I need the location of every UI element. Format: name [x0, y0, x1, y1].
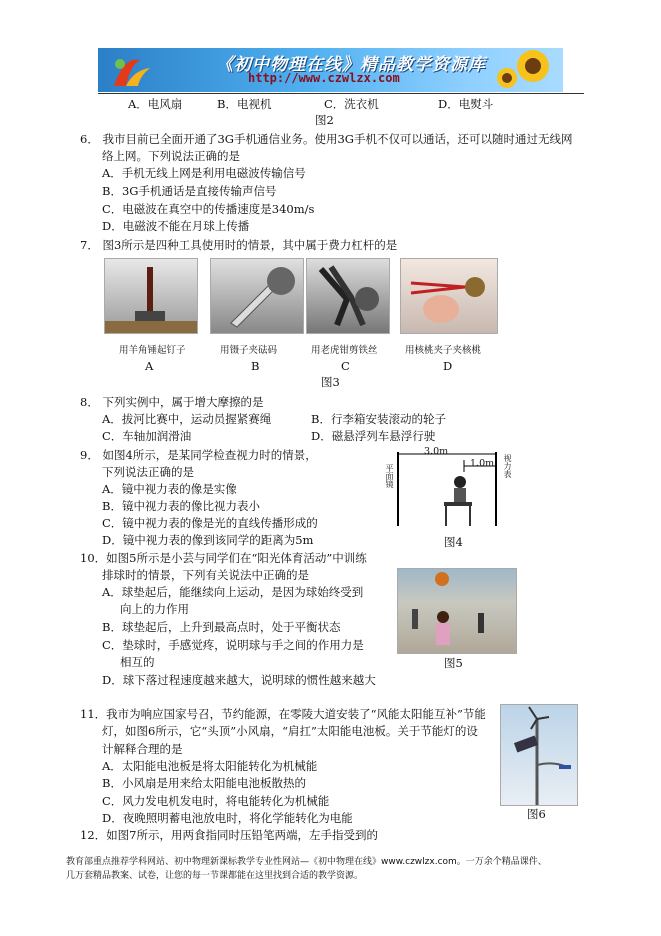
q11-option-c: C．风力发电机发电时，将电能转化为机械能 [102, 794, 330, 808]
q11-line2: 灯，如图6所示，它“头顶”小风扇，“肩扛”太阳能电池板。关于节能灯的设 [102, 724, 478, 738]
header-divider [98, 93, 584, 94]
q10-option-b: B．球垫起后，上升到最高点时，处于平衡状态 [102, 620, 341, 634]
q11-line3: 计解释合理的是 [102, 742, 183, 756]
q10-option-a-line2: 向上的力作用 [120, 602, 189, 616]
q11-option-d: D．夜晚照明蓄电池放电时，将化学能转化为电能 [102, 811, 353, 825]
photo-tweezers [210, 258, 304, 334]
q9-line1: 9． 如图4所示，是某同学检查视力时的情景， [80, 448, 317, 462]
volleyball-icon [398, 569, 516, 653]
q11-option-b: B．小风扇是用来给太阳能电池板散热的 [102, 776, 306, 790]
q7-line1: 7． 图3所示是四种工具使用时的情景，其中属于费力杠杆的是 [80, 238, 398, 252]
caption-b: 用镊子夹砝码 [220, 345, 278, 356]
q8-option-a: A．拔河比赛中，运动员握紧赛绳 [102, 412, 272, 426]
q8-option-d: D．磁悬浮列车悬浮行驶 [311, 429, 436, 443]
q8-option-c: C．车轴加润滑油 [102, 429, 192, 443]
q6-option-c: C．电磁波在真空中的传播速度是340m/s [102, 202, 315, 216]
header-banner [98, 48, 563, 92]
option-d: D．电熨斗 [438, 97, 494, 111]
distance-3m: 3.0m [424, 446, 449, 457]
hammer-icon [105, 259, 197, 333]
sunflower-icon [493, 48, 563, 92]
q9-option-c: C．镜中视力表的像是光的直线传播形成的 [102, 516, 318, 530]
mirror-label: 平面镜 [385, 464, 394, 488]
label-a: A [145, 359, 154, 373]
q9-option-b: B．镜中视力表的像比视力表小 [102, 499, 260, 513]
q9-option-a: A．镜中视力表的像是实像 [102, 482, 237, 496]
label-c: C [341, 359, 350, 373]
label-d: D [443, 359, 453, 373]
q6-line1: 6． 我市目前已全面开通了3G手机通信业务。使用3G手机不仅可以通话，还可以随时通过无线网 [80, 132, 573, 146]
logo-icon [104, 52, 154, 90]
q11-line1: 11．我市为响应国家号召，节约能源，在零陵大道安装了“风能太阳能互补”节能 [80, 707, 486, 721]
q9-line2: 下列说法正确的是 [102, 465, 194, 479]
caption-c: 用老虎钳剪铁丝 [311, 345, 378, 356]
q6-option-d: D．电磁波不能在月球上传播 [102, 219, 250, 233]
q8-line1: 8． 下列实例中，属于增大摩擦的是 [80, 395, 264, 409]
q10-option-c-line2: 相互的 [120, 655, 155, 669]
caption-a: 用羊角锤起钉子 [119, 345, 186, 356]
option-b: B．电视机 [217, 97, 272, 111]
figure-2-caption: 图2 [315, 113, 334, 127]
caption-d: 用核桃夹子夹核桃 [405, 345, 482, 356]
footer-line2: 几万套精品教案、试卷，让您的每一节课都能在这里找到合适的教学资源。 [66, 871, 364, 881]
figure-4-diagram [384, 446, 528, 532]
option-c: C．洗衣机 [324, 97, 379, 111]
tweezers-icon [211, 259, 303, 333]
q6-option-b: B．3G手机通话是直接传输声信号 [102, 184, 277, 198]
figure-4-caption: 图4 [444, 535, 463, 549]
q10-line1: 10．如图5所示是小芸与同学们在“阳光体育活动”中训练 [80, 551, 367, 565]
q12-line1: 12．如图7所示，用两食指同时压铅笔两端，左手指受到的 [80, 828, 378, 842]
photo-street-lamp [500, 704, 578, 806]
q6-line2: 络上网。下列说法正确的是 [102, 149, 240, 163]
photo-nutcracker [400, 258, 498, 334]
header-url[interactable]: http://www.czwlzx.com [248, 71, 400, 85]
photo-volleyball [397, 568, 517, 654]
distance-1m: 1.0m [470, 458, 495, 469]
footer [66, 855, 626, 883]
header-title: 《初中物理在线》精品教学资源库 [216, 55, 486, 75]
figure-3-caption: 图3 [321, 375, 340, 389]
photo-pliers [306, 258, 390, 334]
q10-option-a-line1: A．球垫起后，能继续向上运动，是因为球始终受到 [102, 585, 364, 599]
street-lamp-icon [501, 705, 577, 805]
q6-option-a: A．手机无线上网是利用电磁波传输信号 [102, 166, 306, 180]
q10-line2: 排球时的情景，下列有关说法中正确的是 [102, 568, 309, 582]
q10-option-c-line1: C．垫球时，手感觉疼，说明球与手之间的作用力是 [102, 638, 364, 652]
figure-5-caption: 图5 [444, 656, 463, 670]
q9-option-d: D．镜中视力表的像到该同学的距离为5m [102, 533, 314, 547]
eye-chart-label: 视力表 [503, 454, 512, 478]
photo-claw-hammer [104, 258, 198, 334]
q10-option-d: D．球下落过程速度越来越大，说明球的惯性越来越大 [102, 673, 376, 687]
q8-option-b: B．行李箱安装滚动的轮子 [311, 412, 446, 426]
figure-6-caption: 图6 [527, 807, 546, 821]
label-b: B [251, 359, 260, 373]
pliers-icon [307, 259, 389, 333]
footer-line1: 教育部重点推荐学科网站、初中物理新课标教学专业性网站—《初中物理在线》www.czwlzx.com。一万余个精品课件、 [66, 857, 547, 867]
nutcracker-icon [401, 259, 497, 333]
q11-option-a: A．太阳能电池板是将太阳能转化为机械能 [102, 759, 318, 773]
option-a: A．电风扇 [128, 97, 183, 111]
